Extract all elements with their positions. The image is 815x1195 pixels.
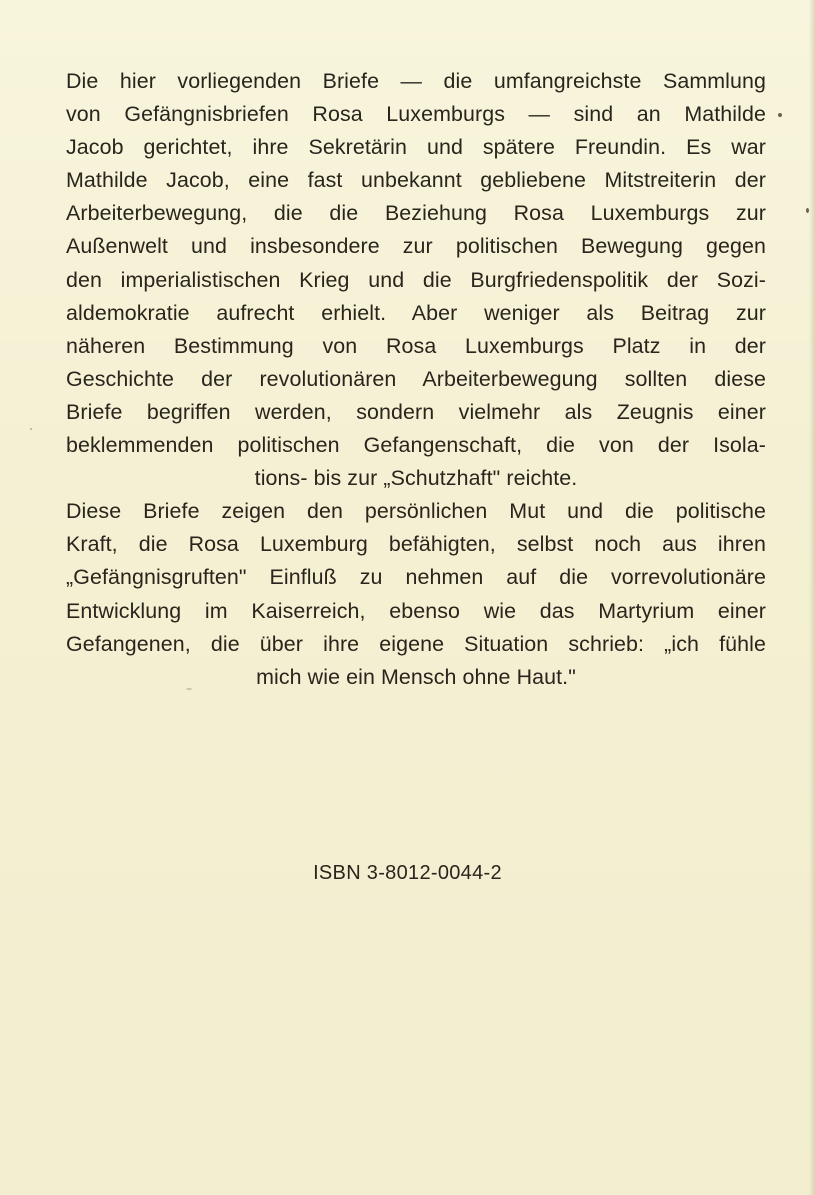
page-edge-shadow [809,0,815,1195]
blurb-line: „Gefängnisgruften" Einfluß zu nehmen auf die vorrevolutionäre [66,565,766,590]
blurb-line: tions- bis zur „Schutzhaft" reichte. [254,466,578,491]
print-speck [806,208,809,213]
blurb-line: näheren Bestimmung von Rosa Luxemburgs Platz in der [66,333,766,358]
blurb-line: Diese Briefe zeigen den persönlichen Mut und die politische [66,499,766,524]
print-speck [778,113,782,117]
blurb-line: Entwicklung im Kaiserreich, ebenso wie das Martyrium einer [66,598,766,623]
blurb-line: Geschichte der revolutionären Arbeiterbewegung sollten diese [66,366,766,391]
blurb-line: Die hier vorliegenden Briefe — die umfangreichste Sammlung [66,69,766,93]
blurb-line: Außenwelt und insbesondere zur politischen Bewegung gegen [66,234,766,259]
print-speck [186,688,192,690]
isbn-number: ISBN 3-8012-0044-2 [313,862,502,884]
blurb-line: den imperialistischen Krieg und die Burgfriedenspolitik der Sozi- [66,267,766,292]
print-speck [30,428,32,430]
blurb-line: Kraft, die Rosa Luxemburg befähigten, selbst noch aus ihren [66,532,766,557]
blurb-line: von Gefängnisbriefen Rosa Luxemburgs — sind an Mathilde [66,102,766,127]
blurb-line: beklemmenden politischen Gefangenschaft, die von der Isola- [66,433,766,458]
blurb-line: Mathilde Jacob, eine fast unbekannt gebliebene Mitstreiterin der [66,168,766,193]
blurb-line: Gefangenen, die über ihre eigene Situation schrieb: „ich fühle [66,631,766,656]
blurb-text [66,65,766,694]
blurb-line: Arbeiterbewegung, die die Beziehung Rosa Luxemburgs zur [66,201,766,226]
blurb-line: Briefe begriffen werden, sondern vielmehr als Zeugnis einer [66,399,766,424]
blurb-line: aldemokratie aufrecht erhielt. Aber weniger als Beitrag zur [66,300,766,325]
blurb-line: mich wie ein Mensch ohne Haut." [256,664,576,689]
blurb-line: Jacob gerichtet, ihre Sekretärin und spätere Freundin. Es war [66,135,766,160]
